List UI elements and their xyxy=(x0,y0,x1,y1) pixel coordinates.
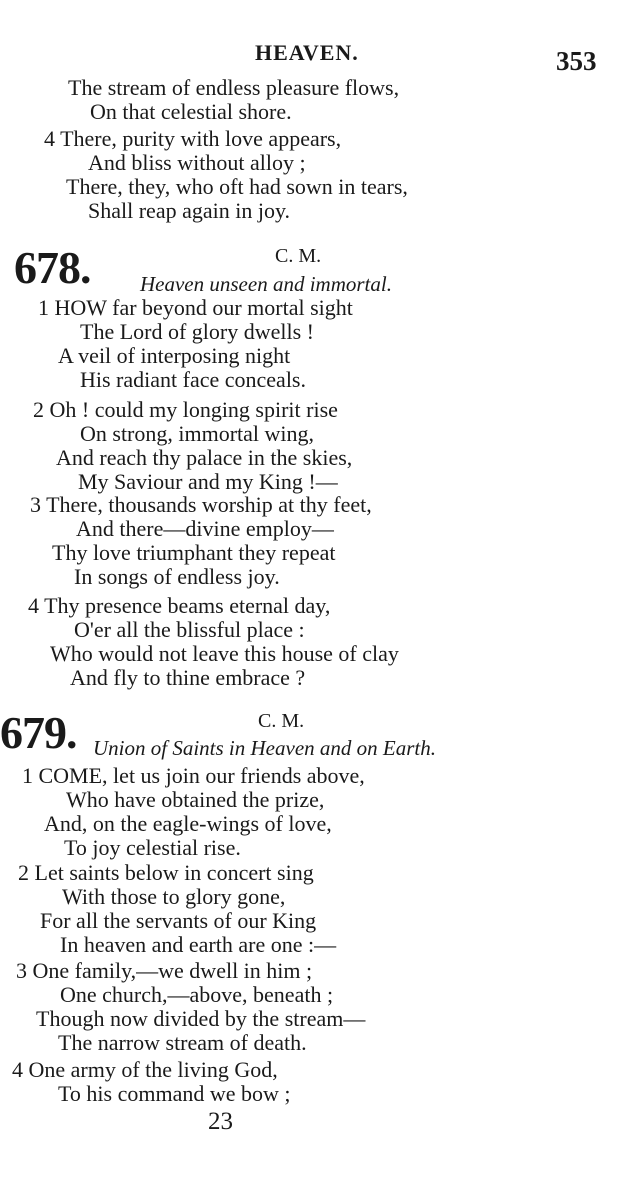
running-title: HEAVEN. xyxy=(255,40,359,65)
verse-line: And fly to thine embrace ? xyxy=(70,665,306,690)
verse-line: Though now divided by the stream— xyxy=(36,1006,366,1031)
verse-line: 4 One army of the living God, xyxy=(12,1057,278,1082)
verse-line: Shall reap again in joy. xyxy=(88,198,291,223)
page-number: 353 xyxy=(556,46,597,76)
verse-line: In heaven and earth are one :— xyxy=(60,932,337,957)
verse-line: There, they, who oft had sown in tears, xyxy=(66,174,408,199)
hymn-number: 679. xyxy=(0,707,77,758)
verse-line: The Lord of glory dwells ! xyxy=(80,319,314,344)
verse-line: 2 Oh ! could my longing spirit rise xyxy=(33,397,338,422)
verse-line: My Saviour and my King !— xyxy=(78,469,338,494)
verse-line: 1 COME, let us join our friends above, xyxy=(22,763,365,788)
verse-line: 3 There, thousands worship at thy feet, xyxy=(30,492,372,517)
hymn-meter: C. M. xyxy=(275,245,322,267)
verse-line: His radiant face conceals. xyxy=(80,367,306,392)
hymn-title: Union of Saints in Heaven and on Earth. xyxy=(93,736,436,760)
verse-line: On strong, immortal wing, xyxy=(80,421,315,446)
verse-line: To his command we bow ; xyxy=(58,1081,291,1106)
verse-line: 3 One family,—we dwell in him ; xyxy=(16,958,313,983)
verse-line: And bliss without alloy ; xyxy=(88,150,306,175)
verse-line: 2 Let saints below in concert sing xyxy=(18,860,314,885)
hymn-meter: C. M. xyxy=(258,710,305,732)
verse-line: One church,—above, beneath ; xyxy=(60,982,334,1007)
signature-mark: 23 xyxy=(208,1108,233,1135)
hymn-number: 678. xyxy=(14,242,91,293)
verse-line: And there—divine employ— xyxy=(76,516,334,541)
verse-line: Who would not leave this house of clay xyxy=(50,641,399,666)
verse-line: The narrow stream of death. xyxy=(58,1030,307,1055)
verse-line: The stream of endless pleasure flows, xyxy=(68,75,400,100)
verse-line: To joy celestial rise. xyxy=(64,835,241,860)
verse-line: On that celestial shore. xyxy=(90,99,292,124)
verse-line: And, on the eagle-wings of love, xyxy=(44,811,332,836)
verse-line: With those to glory gone, xyxy=(62,884,286,909)
verse-line: 4 There, purity with love appears, xyxy=(44,126,342,151)
verse-line: And reach thy palace in the skies, xyxy=(56,445,353,470)
verse-line: In songs of endless joy. xyxy=(74,564,280,589)
verse-line: 1 HOW far beyond our mortal sight xyxy=(38,295,353,320)
verse-line: For all the servants of our King xyxy=(40,908,317,933)
verse-line: Thy love triumphant they repeat xyxy=(52,540,336,565)
verse-line: O'er all the blissful place : xyxy=(74,617,305,642)
verse-line: Who have obtained the prize, xyxy=(66,787,325,812)
verse-line: 4 Thy presence beams eternal day, xyxy=(28,593,331,618)
verse-line: A veil of interposing night xyxy=(58,343,291,368)
hymn-title: Heaven unseen and immortal. xyxy=(140,272,392,296)
